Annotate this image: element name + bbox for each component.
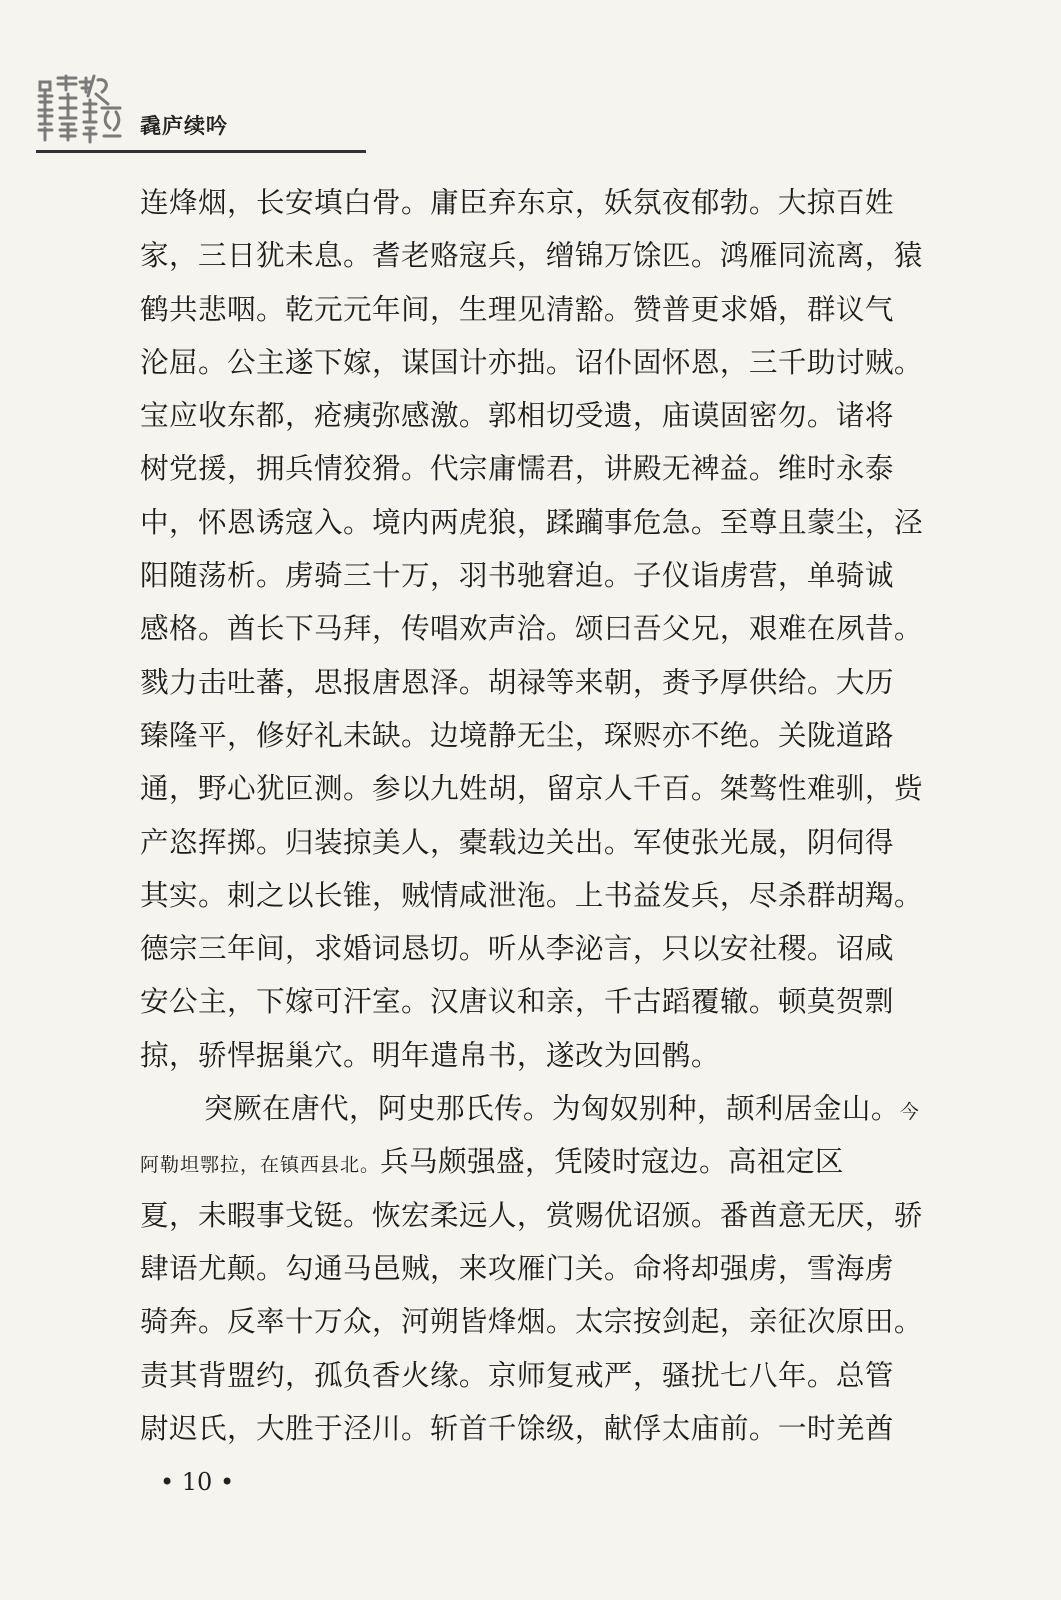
paragraph-first-line (140, 1082, 953, 1135)
text-line: 连烽烟，长安填白骨。庸臣弃东京，妖氛夜郁勃。大掠百姓 (140, 185, 894, 219)
text-line: 鹤共悲咽。乾元元年间，生理见清豁。赞普更求婚，群议气 (140, 291, 894, 326)
text-line: 安公主，下嫁可汗室。汉唐议和亲，千古蹈覆辙。顿莫贺剽 (140, 984, 894, 1019)
running-header (36, 66, 366, 156)
text-line: 骑奔。反率十万众，河朔皆烽烟。太宗按剑起，亲征次原田。 (140, 1304, 923, 1339)
header-rule (36, 150, 366, 153)
text-line: 家，三日犹未息。耆老赂寇兵，缯锦万馀匹。鸿雁同流离，猿 (140, 238, 923, 273)
text-main: 突厥在唐代，阿史那氏传。为匈奴别种，颉利居金山。 (204, 1091, 900, 1126)
text-line: 尉迟氏，大胜于泾川。斩首千馀级，献俘太庙前。一时羌酋 (140, 1410, 894, 1445)
text-line: 宝应收东都，疮痍弥感激。郭相切受遗，庙谟固密勿。诸将 (140, 398, 894, 433)
text-line: 产恣挥掷。归装掠美人，橐载边关出。军使张光晟，阴伺得 (140, 824, 894, 859)
inline-note: 今 (899, 1101, 920, 1124)
inline-note: 阿勒坦鄂拉，在镇西县北。 (140, 1154, 381, 1177)
text-line: 感格。酋长下马拜，传唱欢声洽。颂曰吾父兄，艰难在夙昔。 (140, 611, 923, 646)
text-main: 兵马颇强盛，凭陵时寇边。高祖定区 (380, 1144, 844, 1179)
text-line: 夏，未暇事戈铤。恢宏柔远人，赏赐优诏颁。番酋意无厌，骄 (140, 1197, 923, 1232)
running-header-title: 毳庐续吟 (140, 114, 228, 138)
text-line: 责其背盟约，孤负香火缘。京师复戒严，骚扰七八年。总管 (140, 1357, 894, 1392)
text-line: 通，野心犹叵测。参以九姓胡，留京人千百。桀骜性难驯，赀 (140, 771, 923, 806)
text-line: 戮力击吐蕃，思报唐恩泽。胡禄等来朝，赉予厚供给。大历 (140, 664, 894, 699)
text-line (140, 1135, 953, 1188)
seal-stamp-icon (36, 72, 124, 144)
text-line: 树党援，拥兵情狡猾。代宗庸懦君，讲殿无裨益。维时永泰 (140, 451, 894, 486)
text-line: 掠，骄悍据巢穴。明年遣帛书，遂改为回鹘。 (140, 1037, 720, 1072)
text-line: 其实。刺之以长锥，贼情咸泄沲。上书益发兵，尽杀群胡羯。 (140, 877, 923, 912)
page-number: • 10 • (160, 1468, 235, 1496)
text-line: 德宗三年间，求婚词恳切。听从李泌言，只以安社稷。诏咸 (140, 931, 894, 966)
text-line: 阳随荡析。虏骑三十万，羽书驰窘迫。子仪诣虏营，单骑诚 (140, 558, 894, 593)
seal-stamp-graphic (36, 72, 124, 144)
poem-text (140, 176, 953, 1455)
text-line: 中，怀恩诱寇入。境内两虎狼，蹂躏事危急。至尊且蒙尘，泾 (140, 504, 923, 539)
text-line: 肆语尤颠。勾通马邑贼，来攻雁门关。命将却强虏，雪海虏 (140, 1250, 894, 1285)
text-line: 沦屈。公主遂下嫁，谋国计亦拙。诏仆固怀恩，三千助讨贼。 (140, 344, 923, 379)
text-line: 臻隆平，修好礼未缺。边境静无尘，琛赆亦不绝。关陇道路 (140, 717, 894, 752)
